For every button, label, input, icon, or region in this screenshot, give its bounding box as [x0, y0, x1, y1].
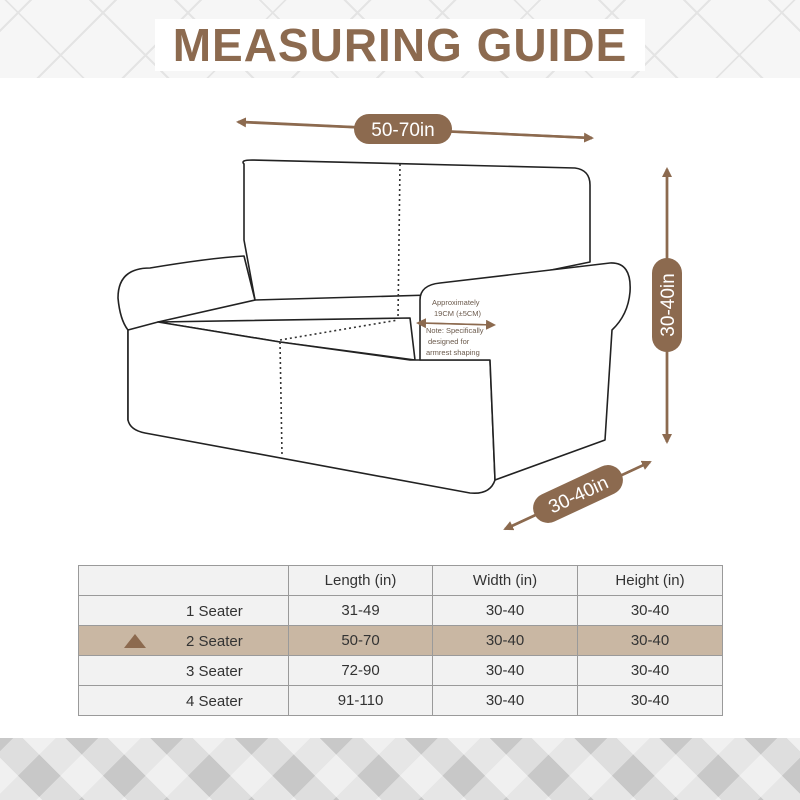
table-row	[79, 596, 723, 626]
armrest-note-line1: Approximately	[432, 298, 480, 307]
table-row	[79, 686, 723, 716]
armrest-note-line2: 19CM (±5CM)	[434, 309, 482, 318]
length-cell: 72-90	[289, 656, 433, 686]
page-title-text: MEASURING GUIDE	[155, 19, 646, 71]
armrest-note-line4: designed for	[428, 337, 470, 346]
size-cell	[79, 626, 289, 656]
table-header-row	[79, 566, 723, 596]
table-row-highlighted	[79, 626, 723, 656]
footer-pattern	[0, 738, 800, 800]
table-header-length: Length (in)	[289, 566, 433, 596]
size-cell	[79, 686, 289, 716]
height-cell: 30-40	[578, 626, 723, 656]
width-cell: 30-40	[433, 686, 578, 716]
height-cell: 30-40	[578, 596, 723, 626]
size-label: 4 Seater	[186, 693, 243, 710]
armrest-note-line5: armrest shaping	[426, 348, 480, 357]
size-table	[78, 565, 723, 716]
size-label: 1 Seater	[186, 603, 243, 620]
size-label: 2 Seater	[186, 633, 243, 650]
size-label: 3 Seater	[186, 663, 243, 680]
sofa-outline	[118, 160, 630, 493]
width-cell: 30-40	[433, 656, 578, 686]
length-cell: 31-49	[289, 596, 433, 626]
length-cell: 91-110	[289, 686, 433, 716]
width-cell: 30-40	[433, 596, 578, 626]
height-label: 30-40in	[658, 273, 679, 337]
table-header-width: Width (in)	[433, 566, 578, 596]
height-cell: 30-40	[578, 686, 723, 716]
depth-label: 30-40in	[545, 472, 612, 519]
length-cell: 50-70	[289, 626, 433, 656]
selected-triangle-icon	[124, 634, 146, 648]
width-cell: 30-40	[433, 626, 578, 656]
length-label: 50-70in	[371, 120, 435, 141]
table-header-height: Height (in)	[578, 566, 723, 596]
size-cell	[79, 596, 289, 626]
height-cell: 30-40	[578, 656, 723, 686]
size-cell	[79, 656, 289, 686]
table-row	[79, 656, 723, 686]
table-header-size	[79, 566, 289, 596]
armrest-note-line3: Note: Specifically	[426, 326, 484, 335]
